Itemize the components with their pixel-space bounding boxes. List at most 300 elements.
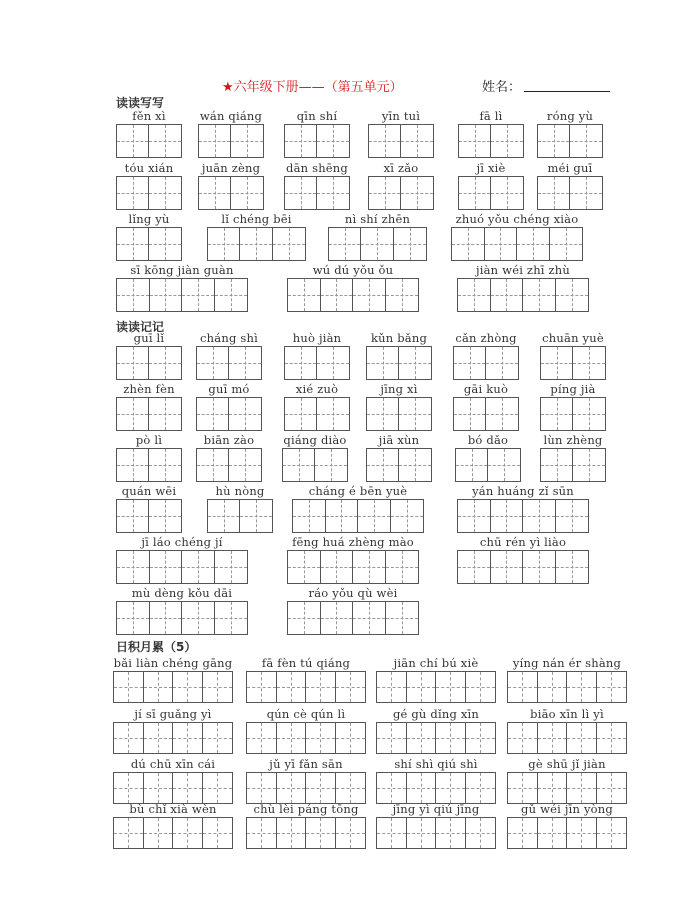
tianzi-cell[interactable] <box>285 398 317 430</box>
writing-grid[interactable] <box>246 722 366 754</box>
tianzi-cell[interactable] <box>117 449 149 481</box>
writing-grid[interactable] <box>282 448 348 482</box>
writing-grid[interactable] <box>507 722 627 754</box>
tianzi-cell[interactable] <box>144 723 174 753</box>
pinyin-label: nì shí zhēn <box>344 212 411 226</box>
tianzi-cell[interactable] <box>114 672 144 702</box>
tianzi-cell[interactable] <box>321 602 354 634</box>
word-item <box>368 108 434 158</box>
word-item <box>282 432 348 482</box>
writing-grid[interactable] <box>366 448 432 482</box>
tianzi-cell[interactable] <box>182 279 215 311</box>
tianzi-cell[interactable] <box>197 398 229 430</box>
tianzi-cell[interactable] <box>117 347 149 379</box>
tianzi-cell[interactable] <box>567 818 597 848</box>
tianzi-cell[interactable] <box>336 723 365 753</box>
tianzi-cell[interactable] <box>247 773 277 803</box>
tianzi-cell[interactable] <box>454 398 486 430</box>
pinyin-label: lǐ chéng bēi <box>221 212 292 226</box>
writing-grid[interactable] <box>116 227 182 261</box>
word-item <box>284 381 350 431</box>
tianzi-cell[interactable] <box>466 773 495 803</box>
tianzi-cell[interactable] <box>285 347 317 379</box>
writing-grid[interactable] <box>287 278 419 312</box>
writing-grid[interactable] <box>116 550 248 584</box>
tianzi-cell[interactable] <box>336 818 365 848</box>
pinyin-label: jiàn wéi zhī zhù <box>475 263 570 277</box>
tianzi-cell[interactable] <box>315 449 347 481</box>
pinyin-label: qún cè qún lì <box>266 707 346 721</box>
tianzi-cell[interactable] <box>114 818 144 848</box>
tianzi-cell[interactable] <box>288 602 321 634</box>
word-item <box>246 801 366 849</box>
tianzi-cell[interactable] <box>208 228 240 260</box>
tianzi-cell[interactable] <box>229 347 261 379</box>
writing-grid[interactable] <box>368 176 434 210</box>
tianzi-cell[interactable] <box>150 551 183 583</box>
writing-grid[interactable] <box>457 550 589 584</box>
tianzi-cell[interactable] <box>321 279 354 311</box>
tianzi-cell[interactable] <box>567 723 597 753</box>
pinyin-label: quán wēi <box>121 484 177 498</box>
tianzi-cell[interactable] <box>247 723 277 753</box>
writing-grid[interactable] <box>458 176 524 210</box>
writing-grid[interactable] <box>116 397 182 431</box>
pinyin-label: cǎn zhòng <box>455 331 517 345</box>
word-item <box>457 483 589 533</box>
tianzi-cell[interactable] <box>367 347 399 379</box>
tianzi-cell[interactable] <box>144 773 174 803</box>
writing-grid[interactable] <box>507 772 627 804</box>
tianzi-cell[interactable] <box>182 602 215 634</box>
writing-grid[interactable] <box>368 124 434 158</box>
tianzi-cell[interactable] <box>117 551 150 583</box>
writing-grid[interactable] <box>207 499 273 533</box>
pinyin-label: gǔ wéi jīn yòng <box>521 802 613 816</box>
tianzi-cell[interactable] <box>399 449 431 481</box>
tianzi-cell[interactable] <box>491 177 523 209</box>
tianzi-cell[interactable] <box>149 500 181 532</box>
tianzi-cell[interactable] <box>283 449 315 481</box>
tianzi-cell[interactable] <box>215 279 247 311</box>
pinyin-label: wú dú yǒu ǒu <box>312 263 394 277</box>
tianzi-cell[interactable] <box>486 347 518 379</box>
tianzi-cell[interactable] <box>353 279 386 311</box>
tianzi-cell[interactable] <box>197 449 229 481</box>
tianzi-cell[interactable] <box>367 449 399 481</box>
tianzi-cell[interactable] <box>523 500 556 532</box>
tianzi-cell[interactable] <box>401 177 433 209</box>
pinyin-label: jī xiè <box>476 161 506 175</box>
writing-grid[interactable] <box>376 772 496 804</box>
word-item <box>507 756 627 804</box>
tianzi-cell[interactable] <box>407 773 437 803</box>
word-item <box>196 432 262 482</box>
tianzi-cell[interactable] <box>491 551 524 583</box>
writing-grid[interactable] <box>196 448 262 482</box>
writing-grid[interactable] <box>376 817 496 849</box>
writing-grid[interactable] <box>116 176 182 210</box>
word-item <box>451 211 583 261</box>
tianzi-cell[interactable] <box>573 398 605 430</box>
tianzi-cell[interactable] <box>215 602 247 634</box>
writing-grid[interactable] <box>453 346 519 380</box>
tianzi-cell[interactable] <box>458 500 491 532</box>
tianzi-cell[interactable] <box>523 551 556 583</box>
writing-grid[interactable] <box>196 346 262 380</box>
writing-grid[interactable] <box>458 124 524 158</box>
tianzi-cell[interactable] <box>550 228 582 260</box>
writing-grid[interactable] <box>113 722 233 754</box>
tianzi-cell[interactable] <box>293 500 326 532</box>
tianzi-cell[interactable] <box>149 449 181 481</box>
tianzi-cell[interactable] <box>538 177 570 209</box>
word-item <box>196 381 262 431</box>
tianzi-cell[interactable] <box>386 551 418 583</box>
tianzi-cell[interactable] <box>369 125 401 157</box>
writing-grid[interactable] <box>246 817 366 849</box>
pinyin-label: cháng shì <box>200 331 258 345</box>
tianzi-cell[interactable] <box>247 672 277 702</box>
tianzi-cell[interactable] <box>117 125 149 157</box>
tianzi-cell[interactable] <box>329 228 361 260</box>
writing-grid[interactable] <box>507 817 627 849</box>
tianzi-cell[interactable] <box>523 279 556 311</box>
tianzi-cell[interactable] <box>407 723 437 753</box>
tianzi-cell[interactable] <box>567 672 597 702</box>
word-item <box>537 108 603 158</box>
tianzi-cell[interactable] <box>273 228 305 260</box>
word-item <box>116 211 182 261</box>
pinyin-label: qiáng diào <box>283 433 347 447</box>
tianzi-cell[interactable] <box>361 228 393 260</box>
tianzi-cell[interactable] <box>386 602 418 634</box>
writing-grid[interactable] <box>284 346 350 380</box>
writing-grid[interactable] <box>284 124 350 158</box>
tianzi-cell[interactable] <box>436 818 466 848</box>
word-item <box>246 655 366 703</box>
tianzi-cell[interactable] <box>149 125 181 157</box>
tianzi-cell[interactable] <box>358 500 391 532</box>
pinyin-label: zhèn fèn <box>123 382 175 396</box>
word-item <box>287 262 419 312</box>
tianzi-cell[interactable] <box>491 279 524 311</box>
tianzi-cell[interactable] <box>182 551 215 583</box>
tianzi-cell[interactable] <box>570 125 602 157</box>
tianzi-cell[interactable] <box>597 773 626 803</box>
word-item <box>116 381 182 431</box>
word-item <box>540 432 606 482</box>
tianzi-cell[interactable] <box>538 125 570 157</box>
writing-grid[interactable] <box>507 671 627 703</box>
tianzi-cell[interactable] <box>215 551 247 583</box>
tianzi-cell[interactable] <box>407 672 437 702</box>
tianzi-cell[interactable] <box>197 347 229 379</box>
tianzi-cell[interactable] <box>199 177 231 209</box>
tianzi-cell[interactable] <box>117 177 149 209</box>
tianzi-cell[interactable] <box>173 818 203 848</box>
tianzi-cell[interactable] <box>149 177 181 209</box>
tianzi-cell[interactable] <box>306 773 336 803</box>
writing-grid[interactable] <box>116 278 248 312</box>
tianzi-cell[interactable] <box>491 125 523 157</box>
tianzi-cell[interactable] <box>277 773 307 803</box>
tianzi-cell[interactable] <box>229 398 261 430</box>
pinyin-label: juān zèng <box>201 161 261 175</box>
tianzi-cell[interactable] <box>117 398 149 430</box>
tianzi-cell[interactable] <box>336 773 365 803</box>
tianzi-cell[interactable] <box>377 672 407 702</box>
tianzi-cell[interactable] <box>454 347 486 379</box>
tianzi-cell[interactable] <box>401 125 433 157</box>
tianzi-cell[interactable] <box>541 398 573 430</box>
tianzi-cell[interactable] <box>229 449 261 481</box>
writing-grid[interactable] <box>287 601 419 635</box>
pinyin-label: dú chū xīn cái <box>130 757 216 771</box>
writing-grid[interactable] <box>116 448 182 482</box>
tianzi-cell[interactable] <box>317 347 349 379</box>
tianzi-cell[interactable] <box>117 602 150 634</box>
tianzi-cell[interactable] <box>369 177 401 209</box>
tianzi-cell[interactable] <box>508 723 538 753</box>
tianzi-cell[interactable] <box>203 773 232 803</box>
writing-grid[interactable] <box>537 124 603 158</box>
tianzi-cell[interactable] <box>117 279 150 311</box>
section-label: 读读写写 <box>116 96 165 110</box>
tianzi-cell[interactable] <box>570 177 602 209</box>
word-item <box>113 655 233 703</box>
tianzi-cell[interactable] <box>466 818 495 848</box>
writing-grid[interactable] <box>537 176 603 210</box>
writing-grid[interactable] <box>284 397 350 431</box>
pinyin-label: jī láo chéng jí <box>141 535 223 549</box>
writing-grid[interactable] <box>540 397 606 431</box>
writing-grid[interactable] <box>246 671 366 703</box>
tianzi-cell[interactable] <box>114 723 144 753</box>
tianzi-cell[interactable] <box>144 672 174 702</box>
writing-grid[interactable] <box>366 346 432 380</box>
word-item <box>113 756 233 804</box>
tianzi-cell[interactable] <box>144 818 174 848</box>
tianzi-cell[interactable] <box>317 125 349 157</box>
word-item <box>455 432 521 482</box>
tianzi-cell[interactable] <box>508 818 538 848</box>
tianzi-cell[interactable] <box>336 672 365 702</box>
tianzi-cell[interactable] <box>306 723 336 753</box>
tianzi-cell[interactable] <box>203 672 232 702</box>
tianzi-cell[interactable] <box>277 818 307 848</box>
tianzi-cell[interactable] <box>149 398 181 430</box>
word-item <box>116 585 248 635</box>
tianzi-cell[interactable] <box>208 500 240 532</box>
writing-grid[interactable] <box>376 722 496 754</box>
tianzi-cell[interactable] <box>150 602 183 634</box>
pinyin-label: wán qiáng <box>199 109 263 123</box>
tianzi-cell[interactable] <box>367 398 399 430</box>
tianzi-cell[interactable] <box>541 449 573 481</box>
word-item <box>328 211 427 261</box>
tianzi-cell[interactable] <box>353 602 386 634</box>
tianzi-cell[interactable] <box>538 672 568 702</box>
pinyin-label: chuān yuè <box>542 331 604 345</box>
tianzi-cell[interactable] <box>317 177 349 209</box>
tianzi-cell[interactable] <box>508 773 538 803</box>
writing-grid[interactable] <box>116 499 182 533</box>
tianzi-cell[interactable] <box>277 723 307 753</box>
writing-grid[interactable] <box>457 278 589 312</box>
pinyin-label: yán huáng zǐ sūn <box>472 484 574 498</box>
tianzi-cell[interactable] <box>508 672 538 702</box>
word-item <box>246 756 366 804</box>
writing-grid[interactable] <box>540 448 606 482</box>
writing-grid[interactable] <box>292 499 424 533</box>
word-item <box>453 381 519 431</box>
word-item <box>366 432 432 482</box>
tianzi-cell[interactable] <box>203 723 232 753</box>
tianzi-cell[interactable] <box>485 228 518 260</box>
writing-grid[interactable] <box>366 397 432 431</box>
tianzi-cell[interactable] <box>399 398 431 430</box>
tianzi-cell[interactable] <box>407 818 437 848</box>
tianzi-cell[interactable] <box>117 500 149 532</box>
tianzi-cell[interactable] <box>556 551 588 583</box>
tianzi-cell[interactable] <box>117 228 149 260</box>
tianzi-cell[interactable] <box>541 347 573 379</box>
tianzi-cell[interactable] <box>173 773 203 803</box>
pinyin-label: fā lì <box>479 109 503 123</box>
tianzi-cell[interactable] <box>556 279 588 311</box>
tianzi-cell[interactable] <box>436 773 466 803</box>
tianzi-cell[interactable] <box>538 773 568 803</box>
tianzi-cell[interactable] <box>391 500 423 532</box>
tianzi-cell[interactable] <box>306 672 336 702</box>
writing-grid[interactable] <box>116 124 182 158</box>
tianzi-cell[interactable] <box>399 347 431 379</box>
writing-grid[interactable] <box>455 448 521 482</box>
tianzi-cell[interactable] <box>377 773 407 803</box>
pinyin-label: píng jià <box>550 382 596 396</box>
tianzi-cell[interactable] <box>240 228 272 260</box>
tianzi-cell[interactable] <box>517 228 550 260</box>
tianzi-cell[interactable] <box>247 818 277 848</box>
writing-grid[interactable] <box>287 550 419 584</box>
tianzi-cell[interactable] <box>317 398 349 430</box>
writing-grid[interactable] <box>328 227 427 261</box>
word-item <box>540 330 606 380</box>
tianzi-cell[interactable] <box>240 500 272 532</box>
writing-grid[interactable] <box>198 124 264 158</box>
tianzi-cell[interactable] <box>353 551 386 583</box>
pinyin-label: biāo xīn lì yì <box>530 707 604 721</box>
tianzi-cell[interactable] <box>288 551 321 583</box>
writing-grid[interactable] <box>196 397 262 431</box>
tianzi-cell[interactable] <box>394 228 426 260</box>
tianzi-cell[interactable] <box>459 125 491 157</box>
writing-grid[interactable] <box>284 176 350 210</box>
writing-grid[interactable] <box>453 397 519 431</box>
tianzi-cell[interactable] <box>573 347 605 379</box>
tianzi-cell[interactable] <box>597 723 626 753</box>
writing-grid[interactable] <box>116 601 248 635</box>
tianzi-cell[interactable] <box>597 672 626 702</box>
pinyin-label: jiā xùn <box>378 433 420 447</box>
tianzi-cell[interactable] <box>538 818 568 848</box>
word-item <box>116 483 182 533</box>
tianzi-cell[interactable] <box>231 177 263 209</box>
tianzi-cell[interactable] <box>149 347 181 379</box>
tianzi-cell[interactable] <box>150 279 183 311</box>
word-item <box>287 534 419 584</box>
writing-grid[interactable] <box>246 772 366 804</box>
pinyin-label: jí sī guǎng yì <box>134 707 212 721</box>
tianzi-cell[interactable] <box>285 177 317 209</box>
tianzi-cell[interactable] <box>173 672 203 702</box>
tianzi-cell[interactable] <box>203 818 232 848</box>
tianzi-cell[interactable] <box>491 500 524 532</box>
word-item <box>292 483 424 533</box>
writing-grid[interactable] <box>376 671 496 703</box>
writing-grid[interactable] <box>451 227 583 261</box>
writing-grid[interactable] <box>198 176 264 210</box>
word-item <box>366 330 432 380</box>
writing-grid[interactable] <box>540 346 606 380</box>
tianzi-cell[interactable] <box>377 723 407 753</box>
tianzi-cell[interactable] <box>488 449 520 481</box>
pinyin-label: xié zuò <box>295 382 339 396</box>
tianzi-cell[interactable] <box>326 500 359 532</box>
tianzi-cell[interactable] <box>538 723 568 753</box>
tianzi-cell[interactable] <box>199 125 231 157</box>
tianzi-cell[interactable] <box>277 672 307 702</box>
tianzi-cell[interactable] <box>285 125 317 157</box>
writing-grid[interactable] <box>457 499 589 533</box>
worksheet-title: ★六年级下册——（第五单元） <box>222 80 403 95</box>
tianzi-cell[interactable] <box>436 723 466 753</box>
tianzi-cell[interactable] <box>458 551 491 583</box>
tianzi-cell[interactable] <box>306 818 336 848</box>
tianzi-cell[interactable] <box>458 279 491 311</box>
tianzi-cell[interactable] <box>452 228 485 260</box>
tianzi-cell[interactable] <box>436 672 466 702</box>
writing-grid[interactable] <box>207 227 306 261</box>
writing-grid[interactable] <box>113 671 233 703</box>
tianzi-cell[interactable] <box>377 818 407 848</box>
tianzi-cell[interactable] <box>173 723 203 753</box>
tianzi-cell[interactable] <box>567 773 597 803</box>
tianzi-cell[interactable] <box>597 818 626 848</box>
tianzi-cell[interactable] <box>149 228 181 260</box>
tianzi-cell[interactable] <box>573 449 605 481</box>
word-item <box>284 160 350 210</box>
tianzi-cell[interactable] <box>114 773 144 803</box>
tianzi-cell[interactable] <box>459 177 491 209</box>
pinyin-label: kǔn bǎng <box>370 331 428 345</box>
tianzi-cell[interactable] <box>466 723 495 753</box>
tianzi-cell[interactable] <box>288 279 321 311</box>
tianzi-cell[interactable] <box>231 125 263 157</box>
word-item <box>537 160 603 210</box>
tianzi-cell[interactable] <box>386 279 418 311</box>
writing-grid[interactable] <box>116 346 182 380</box>
writing-grid[interactable] <box>113 772 233 804</box>
word-item <box>116 534 248 584</box>
writing-grid[interactable] <box>113 817 233 849</box>
tianzi-cell[interactable] <box>456 449 488 481</box>
tianzi-cell[interactable] <box>486 398 518 430</box>
tianzi-cell[interactable] <box>466 672 495 702</box>
tianzi-cell[interactable] <box>556 500 588 532</box>
tianzi-cell[interactable] <box>321 551 354 583</box>
